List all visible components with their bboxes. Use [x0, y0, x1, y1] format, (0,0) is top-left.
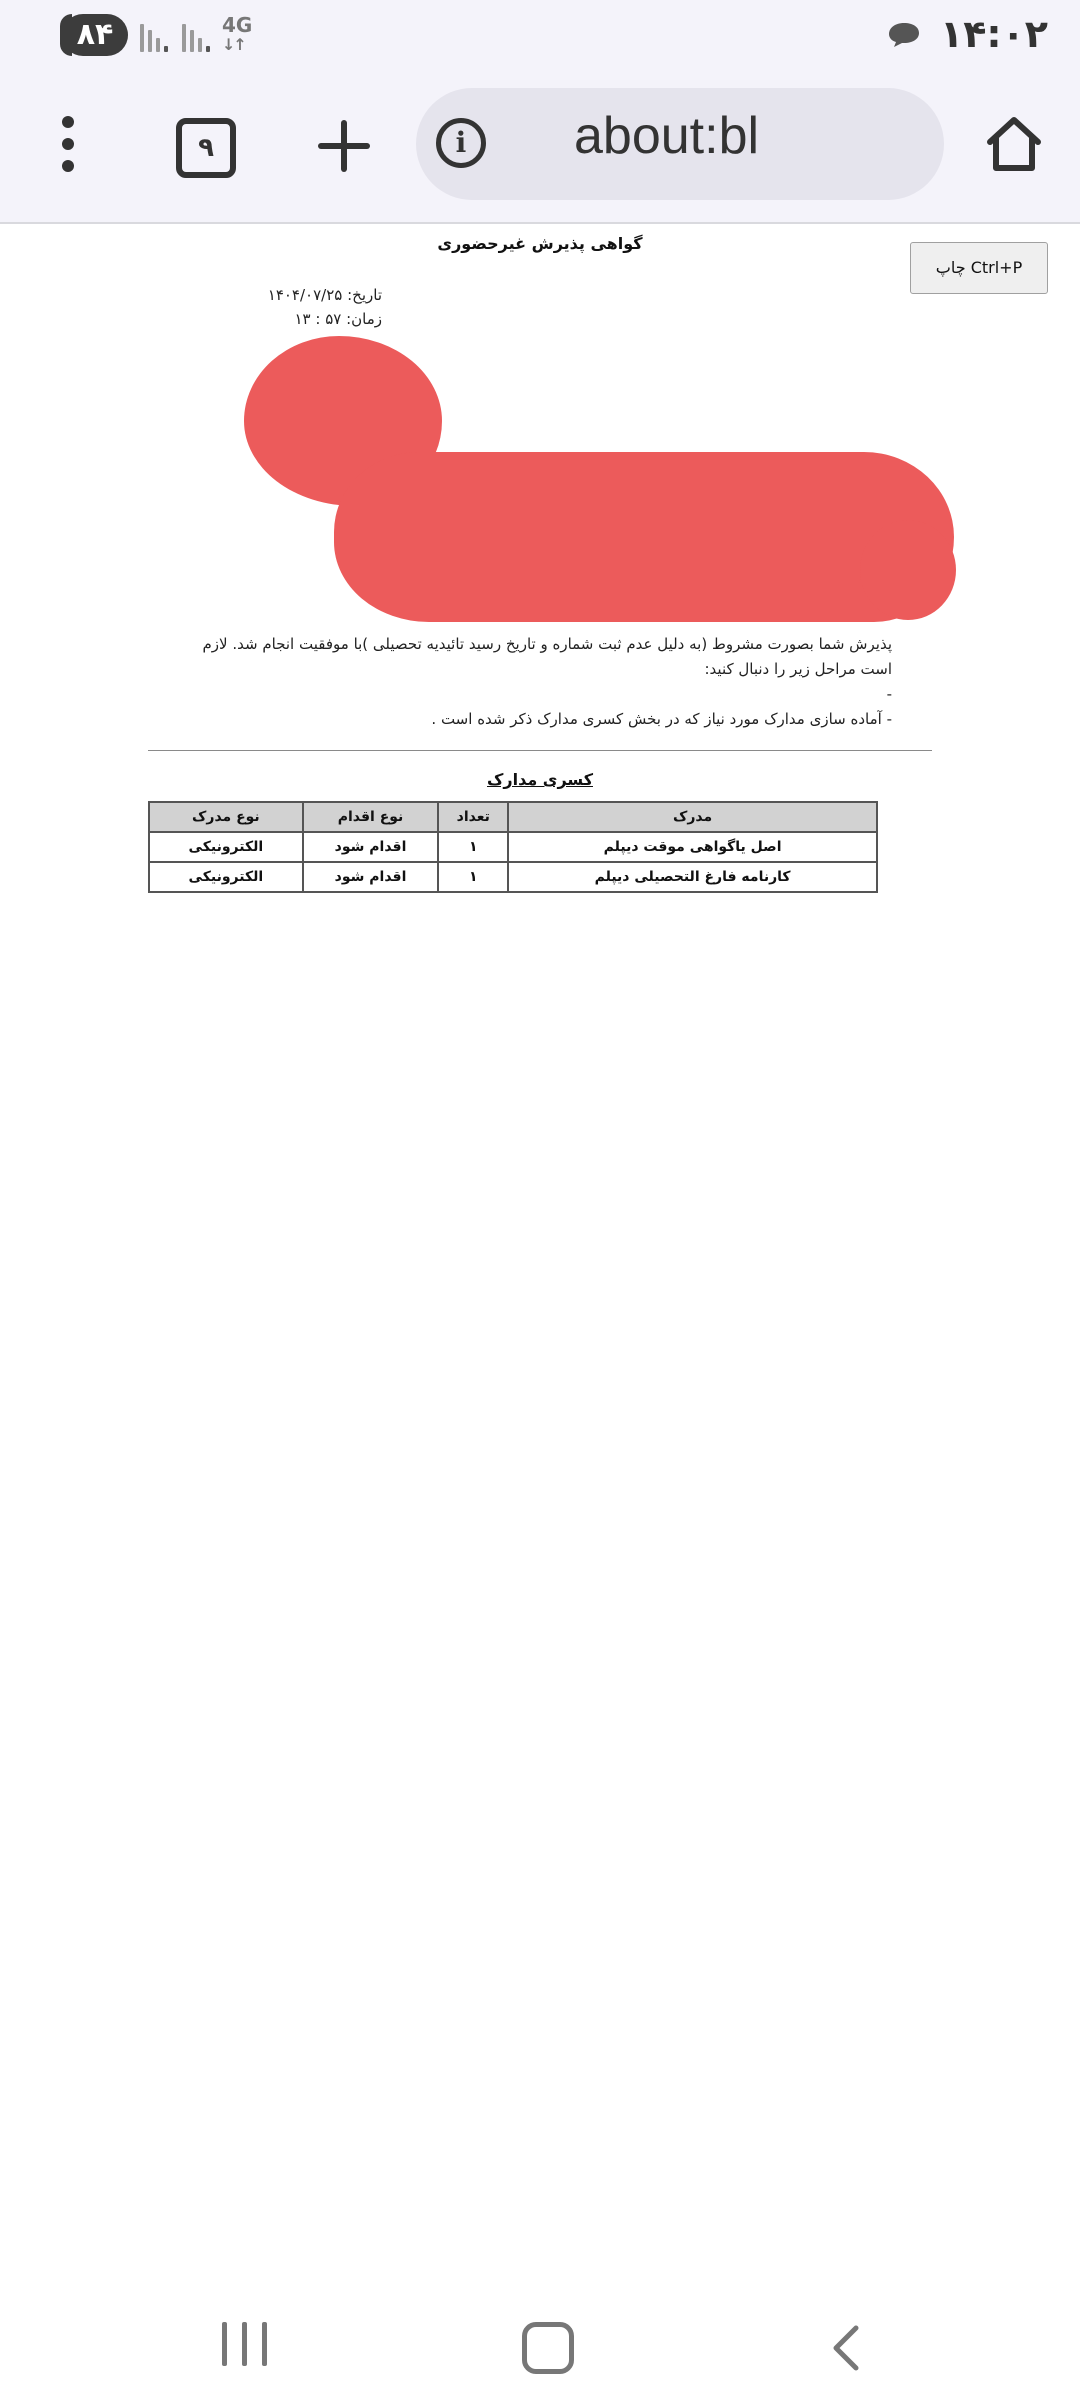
- table-cell: ۱: [438, 862, 508, 892]
- table-cell: ۱: [438, 832, 508, 862]
- recent-apps-icon[interactable]: [222, 2322, 268, 2366]
- redaction-mark: [860, 520, 956, 620]
- table-cell: اقدام شود: [303, 862, 439, 892]
- section-title: کسری مدارک: [487, 770, 593, 789]
- navigation-bar: [0, 2290, 1080, 2408]
- status-bar: [0, 0, 1080, 74]
- table-row: [149, 832, 877, 862]
- clock: ۱۴:۰۲: [940, 12, 1048, 56]
- info-icon[interactable]: i: [436, 118, 486, 168]
- data-activity-icon: ↓↑: [222, 35, 245, 54]
- table-header: مدرک: [508, 802, 877, 832]
- table-header-row: [149, 802, 877, 832]
- redaction-mark: [334, 452, 954, 622]
- acceptance-paragraph: پذیرش شما بصورت مشروط (به دلیل عدم ثبت شماره و تاریخ رسید تائیدیه تحصیلی )با موفقیت انجام شد. لازم است مراحل زیر را دنبال کنید: - - آماده سازی مدارک مورد نیاز که در بخش کسری مدارک ذکر شده است .: [202, 635, 892, 728]
- table-row: [149, 862, 877, 892]
- url-text[interactable]: about:bl: [574, 107, 760, 165]
- tabs-icon[interactable]: ۹: [176, 118, 236, 178]
- signal-icon: [182, 18, 212, 52]
- page-title: گواهی پذیرش غیرحضوری: [437, 234, 643, 253]
- message-icon: [888, 22, 920, 48]
- home-icon[interactable]: [984, 114, 1044, 174]
- network-type: 4G ↓↑: [222, 13, 253, 54]
- date-label: تاریخ: ۱۴۰۴/۰۷/۲۵: [267, 286, 382, 304]
- table-header: نوع اقدام: [303, 802, 439, 832]
- menu-icon[interactable]: [58, 116, 78, 176]
- table-header: تعداد: [438, 802, 508, 832]
- plus-icon[interactable]: [316, 118, 372, 174]
- address-bar[interactable]: [416, 88, 944, 200]
- browser-toolbar: [0, 74, 1080, 224]
- signal-icon: [140, 18, 170, 52]
- table-cell: الکترونیکی: [149, 862, 303, 892]
- time-label: زمان: ۵۷ : ۱۳: [294, 310, 382, 328]
- home-nav-icon[interactable]: [522, 2322, 574, 2374]
- table-cell: اقدام شود: [303, 832, 439, 862]
- table-cell: الکترونیکی: [149, 832, 303, 862]
- table-cell: کارنامه فارغ التحصیلی دیپلم: [508, 862, 877, 892]
- divider: [148, 750, 932, 751]
- back-icon[interactable]: [828, 2324, 864, 2372]
- print-button[interactable]: چاپ Ctrl+P: [910, 242, 1048, 294]
- battery-indicator: ۸۴: [62, 14, 128, 56]
- missing-documents-table: [148, 801, 878, 893]
- table-header: نوع مدرک: [149, 802, 303, 832]
- table-cell: اصل یاگواهی موقت دیپلم: [508, 832, 877, 862]
